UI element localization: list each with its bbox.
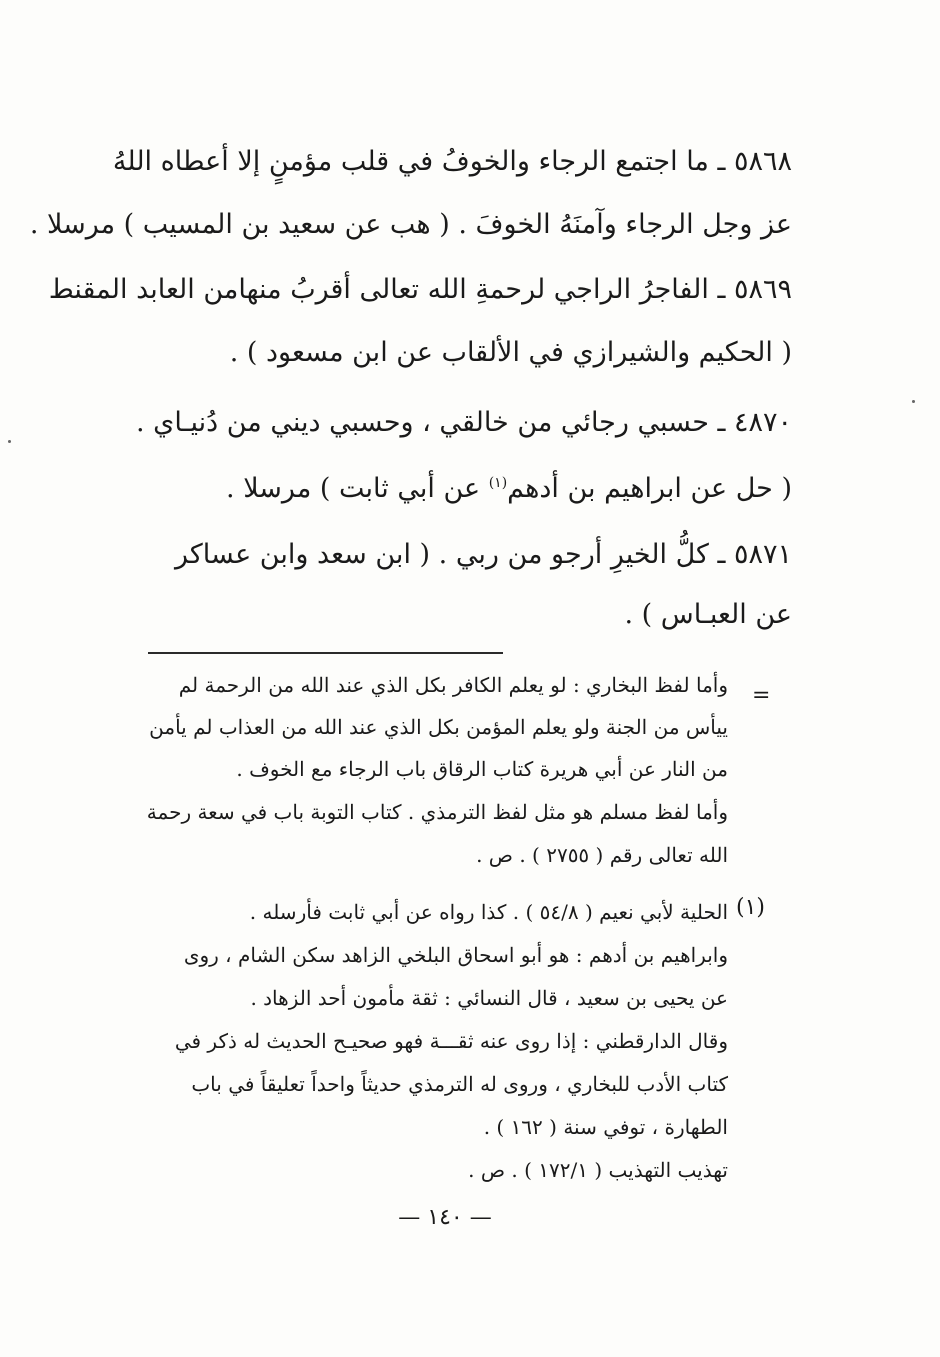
prev-footnote-line-3: من النار عن أبي هريرة كتاب الرقاق باب الرجاء مع الخوف . bbox=[236, 757, 728, 781]
footnote-1-line-6: الطهارة ، توفي سنة ( ١٦٢ ) . bbox=[483, 1115, 728, 1139]
page-number: — ١٤٠ — bbox=[398, 1205, 492, 1230]
hadith-5871-line-1: ٥٨٧١ ـ كلُّ الخيرِ أرجو من ربي . ( ابن سعد وابن عساكر bbox=[175, 539, 792, 570]
footnote-ref-1: (١) bbox=[488, 475, 508, 491]
footnote-1-line-1: الحلية لأبي نعيم ( ٥٤/٨ ) . كذا رواه عن أبي ثابت فأرسله . bbox=[249, 900, 728, 924]
footnote-1-line-2: وابراهيم بن أدهم : هو أبو اسحاق البلخي الزاهد سكن الشام ، روى bbox=[183, 943, 728, 967]
footnote-separator bbox=[148, 652, 503, 654]
scan-speck bbox=[8, 440, 11, 443]
footnote-1-marker: (١) bbox=[736, 895, 766, 920]
footnote-1-line-3: عن يحيى بن سعيد ، قال النسائي : ثقة مأمون أحد الزهاد . bbox=[250, 986, 728, 1010]
footnote-1-line-4: وقال الدارقطني : إذا روى عنه ثقـــة فهو صحيـح الحديث له ذكر في bbox=[174, 1029, 728, 1053]
hadith-5868-line-2: عز وجل الرجاء وآمنَهُ الخوفَ . ( هب عن سعيد بن المسيب ) مرسلا . bbox=[29, 209, 792, 240]
footnote-1-line-5: كتاب الأدب للبخاري ، وروى له الترمذي حديثاً واحداً تعليقاً في باب bbox=[191, 1072, 728, 1096]
hadith-5870-source-b: عن أبي ثابت ) مرسلا . bbox=[226, 473, 481, 504]
scan-speck bbox=[912, 400, 915, 403]
hadith-5870-line-2 bbox=[150, 463, 792, 509]
hadith-5871-line-2: عن العبـاس ) . bbox=[624, 599, 792, 630]
hadith-5869-line-1: ٥٨٦٩ ـ الفاجرُ الراجي لرحمةِ الله تعالى أقربُ منهامن العابد المقنط bbox=[48, 274, 792, 305]
footnote-1-line-7: تهذيب التهذيب ( ١٧٢/١ ) . ص . bbox=[468, 1158, 728, 1182]
hadith-5869-line-2: ( الحكيم والشيرازي في الألقاب عن ابن مسعود ) . bbox=[229, 337, 792, 368]
prev-footnote-line-4: وأما لفظ مسلم هو مثل لفظ الترمذي . كتاب التوبة باب في سعة رحمة bbox=[146, 800, 728, 824]
continuation-mark: = bbox=[752, 683, 771, 708]
prev-footnote-line-2: ييأس من الجنة ولو يعلم المؤمن بكل الذي عند الله من العذاب لم يأمن bbox=[149, 715, 728, 739]
hadith-5870-line-1: ٤٨٧٠ ـ حسبي رجائي من خالقي ، وحسبي ديني من دُنيـاي . bbox=[136, 407, 792, 438]
hadith-5870-source-a: ( حل عن ابراهيم بن أدهم bbox=[507, 473, 792, 504]
prev-footnote-line-5: الله تعالى رقم ( ٢٧٥٥ ) . ص . bbox=[476, 843, 728, 867]
hadith-5868-line-1: ٥٨٦٨ ـ ما اجتمع الرجاء والخوفُ في قلب مؤمنٍ إلا أعطاه اللهُ bbox=[112, 146, 792, 177]
prev-footnote-line-1: وأما لفظ البخاري : لو يعلم الكافر بكل الذي عند الله من الرحمة لم bbox=[178, 673, 728, 697]
